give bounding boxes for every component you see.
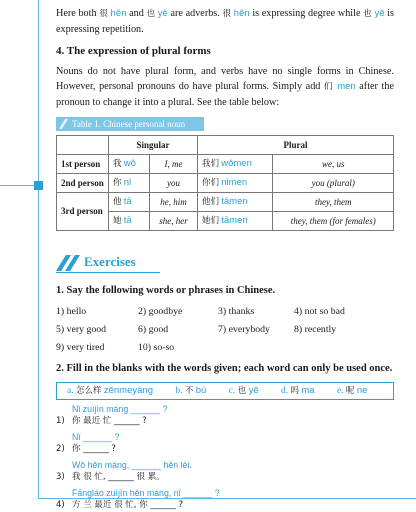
table-corner-cell xyxy=(57,136,109,155)
singular-chinese-cell: 他 tā xyxy=(109,193,150,212)
word-item: 1) hello xyxy=(56,306,87,317)
singular-chinese-cell: 我 wǒ xyxy=(109,155,150,174)
personal-pronoun-table xyxy=(56,135,394,231)
word-item: 9) very tired xyxy=(56,342,105,353)
singular-english-cell: I, me xyxy=(149,155,197,174)
word-item: 7) everybody xyxy=(218,324,270,335)
fill-blank-sentence xyxy=(56,460,394,484)
word-item: 2) goodbye xyxy=(138,306,183,317)
person-cell: 3rd person xyxy=(57,193,109,231)
option-a: a. 怎么样 zěnmeyàng xyxy=(67,385,153,396)
plural-header: Plural xyxy=(197,136,393,155)
caption-stripe-icon xyxy=(59,119,68,129)
word-item: 6) good xyxy=(138,324,169,335)
exercises-title: Exercises xyxy=(84,254,136,269)
sentence-chinese: 1) 你 最近 忙 ______ ? xyxy=(56,416,147,426)
section-heading: 4. The expression of plural forms xyxy=(56,45,211,57)
table-row xyxy=(57,174,394,193)
sentence-pinyin: Nǐ ______ ? xyxy=(72,432,120,442)
plural-paragraph: Nouns do not have plural form, and verbs have no single forms in Chinese. However, personal pronouns do have plural forms. Simply add 们 men after the pronoun to change it into a plural. See the table below: xyxy=(56,66,394,108)
question-1: 1. Say the following words or phrases in Chinese. xyxy=(56,285,276,296)
exercises-heading-box xyxy=(56,253,160,273)
option-e: e. 呢 ne xyxy=(336,385,368,396)
fill-blank-sentence xyxy=(56,432,394,456)
word-item: 4) not so bad xyxy=(294,306,345,317)
margin-tick-line xyxy=(0,185,34,186)
singular-english-cell: he, him xyxy=(149,193,197,212)
word-item: 3) thanks xyxy=(218,306,255,317)
sentence-pinyin: Nǐ zuìjìn máng ______ ? xyxy=(72,404,168,414)
sentence-chinese: 4) 方 兰 最近 很 忙, 你 ______ ? xyxy=(56,500,184,510)
person-cell: 2nd person xyxy=(57,174,109,193)
singular-chinese-cell: 你 nǐ xyxy=(109,174,150,193)
singular-english-cell: she, her xyxy=(149,212,197,231)
sentence-chinese: 3) 我 很 忙, ______ 很 累。 xyxy=(56,472,165,482)
option-c: c. 也 yě xyxy=(228,385,259,396)
fill-blank-sentence xyxy=(56,404,394,428)
margin-square-marker xyxy=(34,181,43,190)
word-list xyxy=(56,304,394,355)
plural-english-cell: they, them xyxy=(273,193,394,212)
plural-chinese-cell: 你们 nǐmen xyxy=(197,174,273,193)
singular-header: Singular xyxy=(109,136,198,155)
sentence-chinese: 2) 你 ______ ? xyxy=(56,444,116,454)
plural-english-cell: we, us xyxy=(273,155,394,174)
plural-english-cell: you (plural) xyxy=(273,174,394,193)
word-item: 8) recently xyxy=(294,324,337,335)
singular-english-cell: you xyxy=(149,174,197,193)
double-slash-icon xyxy=(56,255,80,271)
page-content xyxy=(56,6,394,512)
table-row xyxy=(57,155,394,174)
plural-chinese-cell: 我们 wǒmen xyxy=(197,155,273,174)
left-margin-rule xyxy=(38,0,39,498)
plural-chinese-cell: 他们 tāmen xyxy=(197,193,273,212)
option-d: d. 吗 ma xyxy=(280,385,315,396)
plural-chinese-cell: 她们 tāmen xyxy=(197,212,273,231)
table-row xyxy=(57,193,394,212)
word-item: 5) very good xyxy=(56,324,107,335)
singular-chinese-cell: 她 tā xyxy=(109,212,150,231)
word-options-box xyxy=(56,382,394,400)
intro-paragraph: Here both 很 hěn and 也 yě are adverbs. 很 hěn is expressing degree while 也 yě is expressing repetition. xyxy=(56,8,394,35)
person-cell: 1st person xyxy=(57,155,109,174)
option-b: b. 不 bù xyxy=(175,385,207,396)
sentence-pinyin: Fāngláo zuìjìn hěn máng, nǐ ______ ? xyxy=(72,488,220,498)
plural-english-cell: they, them (for females) xyxy=(273,212,394,231)
fill-blank-sentence xyxy=(56,488,394,512)
table-caption: Table 1. Chinese personal noun xyxy=(56,117,204,131)
word-item: 10) so-so xyxy=(138,342,175,353)
sentence-pinyin: Wǒ hěn máng, ______ hěn lèi. xyxy=(72,460,192,470)
question-2: 2. Fill in the blanks with the words given; each word can only be used once. xyxy=(56,363,393,374)
table-header-row xyxy=(57,136,394,155)
